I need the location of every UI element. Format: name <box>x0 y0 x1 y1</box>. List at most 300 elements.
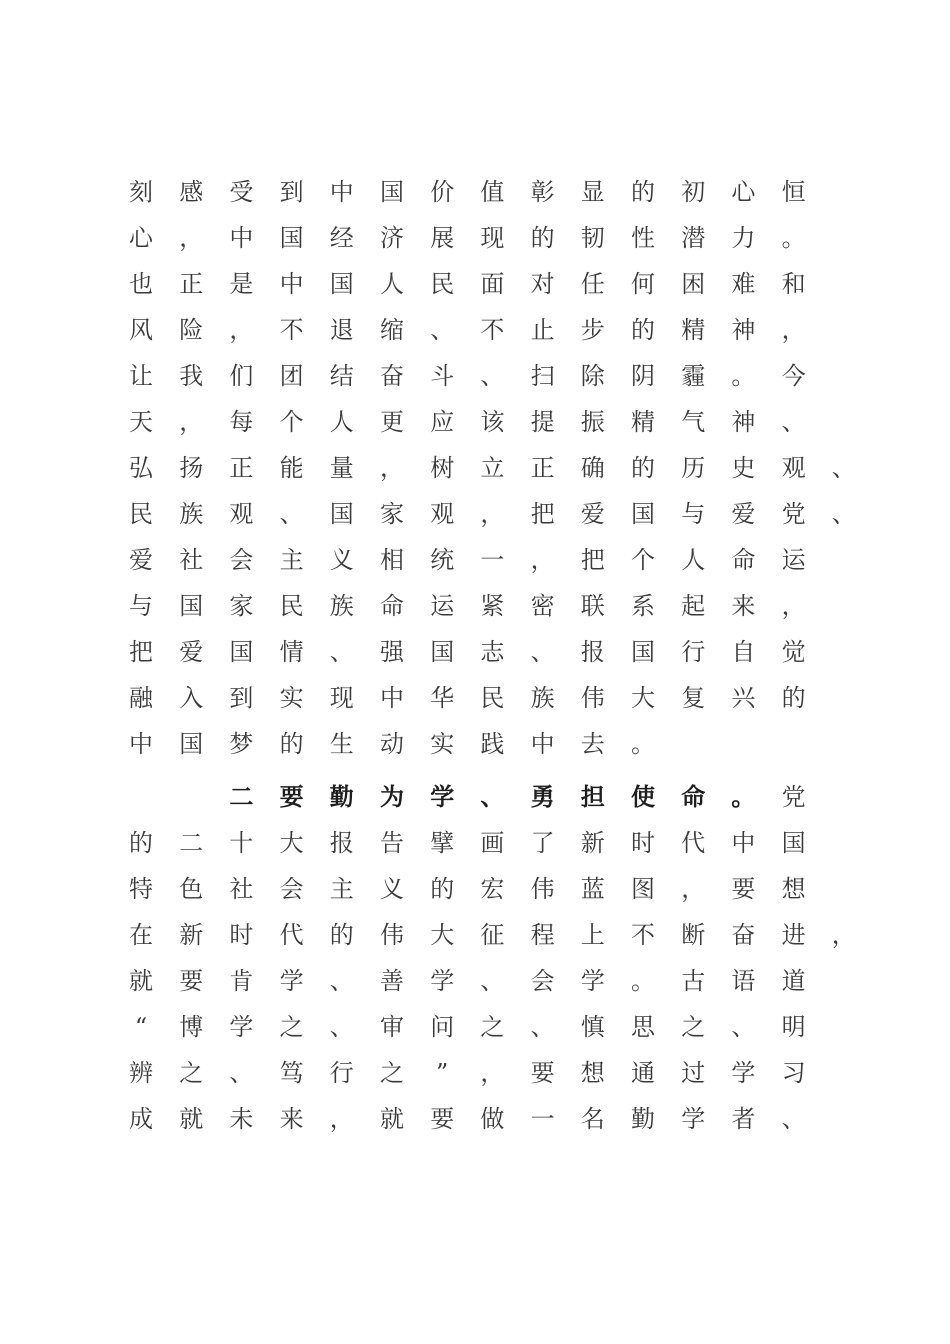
text-char: 为 <box>380 782 404 811</box>
text-char: ， <box>530 546 555 574</box>
text-char: 新 <box>580 829 605 857</box>
text-char: 运 <box>781 546 806 574</box>
text-char: 奋 <box>731 921 756 949</box>
text-char: 也 <box>129 270 153 298</box>
text-char: 扬 <box>179 454 204 482</box>
text-char: 博 <box>179 1013 204 1041</box>
text-char: ， <box>480 1059 505 1087</box>
text-char: 要 <box>430 1105 455 1133</box>
text-char: 、 <box>530 638 555 666</box>
text-char: 思 <box>631 1013 655 1041</box>
text-char: 在 <box>129 921 153 949</box>
text-char: 中 <box>731 829 756 857</box>
text-char: 把 <box>580 546 605 574</box>
text-char: 。 <box>631 967 655 995</box>
text-char: 时 <box>229 921 254 949</box>
text-char: 画 <box>480 829 505 857</box>
text-char: 色 <box>179 875 204 903</box>
text-char: 更 <box>380 408 404 436</box>
text-char: 社 <box>229 875 254 903</box>
text-char: 就 <box>179 1105 204 1133</box>
text-char: 命 <box>731 546 756 574</box>
text-char: 团 <box>279 362 304 390</box>
text-char: 个 <box>631 546 655 574</box>
text-char: 入 <box>179 684 204 712</box>
text-char: 不 <box>631 921 655 949</box>
paragraph-line-1 <box>0 724 950 764</box>
text-char: 道 <box>781 967 806 995</box>
text-char: 情 <box>279 638 304 666</box>
text-char: 行 <box>329 1059 354 1087</box>
text-char: 价 <box>430 178 455 206</box>
text-char: 。 <box>731 782 756 811</box>
text-char: 经 <box>329 224 354 252</box>
text-char: 初 <box>681 178 706 206</box>
text-char: 现 <box>480 224 505 252</box>
text-char: 者 <box>731 1105 756 1133</box>
text-char: 、 <box>480 967 505 995</box>
text-char: ， <box>781 592 806 620</box>
text-char: 义 <box>329 546 354 574</box>
paragraph-line-1 <box>0 494 950 534</box>
text-char: ， <box>480 500 505 528</box>
text-char: 们 <box>229 362 254 390</box>
text-char: 人 <box>329 408 354 436</box>
text-char: 党 <box>781 500 806 528</box>
text-char: 担 <box>580 782 605 811</box>
text-char: 伟 <box>380 921 404 949</box>
text-char: 要 <box>279 782 304 811</box>
text-char: 缩 <box>380 316 404 344</box>
text-char: 对 <box>530 270 555 298</box>
text-char: 国 <box>279 224 304 252</box>
text-char: ， <box>329 1105 354 1133</box>
text-char: 古 <box>681 967 706 995</box>
text-char: 不 <box>279 316 304 344</box>
text-char: 特 <box>129 875 153 903</box>
text-char: 系 <box>631 592 655 620</box>
text-char: 族 <box>329 592 354 620</box>
text-char: 联 <box>580 592 605 620</box>
text-char: 华 <box>430 684 455 712</box>
text-char: 明 <box>781 1013 806 1041</box>
text-char: 代 <box>279 921 304 949</box>
text-char: 现 <box>329 684 354 712</box>
text-char: 人 <box>380 270 404 298</box>
text-char: 不 <box>480 316 505 344</box>
text-char: 与 <box>681 500 706 528</box>
text-char: 民 <box>279 592 304 620</box>
text-char: 立 <box>480 454 505 482</box>
paragraph-line-1 <box>0 218 950 258</box>
text-char: 族 <box>530 684 555 712</box>
text-char: 习 <box>781 1059 806 1087</box>
text-char: “ <box>134 1013 148 1041</box>
text-char: 气 <box>681 408 706 436</box>
text-char: 代 <box>681 829 706 857</box>
text-char: 未 <box>229 1105 254 1133</box>
text-char: 一 <box>530 1105 555 1133</box>
text-char: 史 <box>731 454 756 482</box>
text-char: ， <box>781 316 806 344</box>
text-char: 、 <box>731 1013 756 1041</box>
text-char: 正 <box>530 454 555 482</box>
text-char: ， <box>681 875 706 903</box>
text-char: 到 <box>279 178 304 206</box>
text-char: 审 <box>380 1013 404 1041</box>
text-char: 中 <box>329 178 354 206</box>
text-char: 每 <box>229 408 254 436</box>
paragraph-line-1 <box>0 448 950 488</box>
text-char: 、 <box>480 782 505 811</box>
text-char: 大 <box>631 684 655 712</box>
text-char: 、 <box>430 316 455 344</box>
text-char: 上 <box>580 921 605 949</box>
text-char: 践 <box>480 730 505 758</box>
text-char: 神 <box>731 316 756 344</box>
text-char: 树 <box>430 454 455 482</box>
text-char: 二 <box>179 829 204 857</box>
text-char: 觉 <box>781 638 806 666</box>
text-char: 学 <box>580 967 605 995</box>
text-char: 要 <box>530 1059 555 1087</box>
text-char: 党 <box>781 783 806 811</box>
text-char: 告 <box>380 829 404 857</box>
text-char: 社 <box>179 546 204 574</box>
text-char: 中 <box>229 224 254 252</box>
text-char: 进 <box>781 921 806 949</box>
text-char: 、 <box>480 362 505 390</box>
text-char: 实 <box>279 684 304 712</box>
text-char: 国 <box>179 592 204 620</box>
text-char: 难 <box>731 270 756 298</box>
text-char: 肯 <box>229 967 254 995</box>
text-char: 图 <box>631 875 655 903</box>
text-char: ” <box>436 1059 449 1087</box>
text-char: 中 <box>129 730 153 758</box>
text-char: 值 <box>480 178 505 206</box>
text-char: 主 <box>279 546 304 574</box>
text-char: 步 <box>580 316 605 344</box>
text-char: 何 <box>631 270 655 298</box>
text-char: 奋 <box>380 362 404 390</box>
paragraph-line-1 <box>0 310 950 350</box>
text-char: 时 <box>631 829 655 857</box>
text-char: 学 <box>279 967 304 995</box>
text-char: 生 <box>329 730 354 758</box>
text-char: 会 <box>530 967 555 995</box>
text-char: 精 <box>631 408 655 436</box>
text-char: 的 <box>329 921 354 949</box>
text-char: 国 <box>329 270 354 298</box>
text-char: 家 <box>229 592 254 620</box>
text-char: 的 <box>631 178 655 206</box>
text-char: 会 <box>229 546 254 574</box>
text-char: 之 <box>380 1059 404 1087</box>
text-char: 大 <box>430 921 455 949</box>
text-char: 学 <box>430 967 455 995</box>
text-char: 善 <box>380 967 404 995</box>
text-char: 风 <box>129 316 153 344</box>
text-char: 之 <box>681 1013 706 1041</box>
text-char: 报 <box>580 638 605 666</box>
text-char: 辨 <box>129 1059 153 1087</box>
paragraph-line-2 <box>0 915 950 955</box>
text-char: 展 <box>430 224 455 252</box>
text-char: 宏 <box>480 875 505 903</box>
text-char: 十 <box>229 829 254 857</box>
text-char: 观 <box>229 500 254 528</box>
paragraph-line-1 <box>0 356 950 396</box>
text-char: 来 <box>279 1105 304 1133</box>
text-char: 。 <box>781 224 806 252</box>
text-char: 之 <box>179 1059 204 1087</box>
text-char: 让 <box>129 362 153 390</box>
text-char: 爱 <box>731 500 756 528</box>
text-char: 国 <box>229 638 254 666</box>
text-char: 恒 <box>781 178 806 206</box>
text-char: 。 <box>631 730 655 758</box>
text-char: 国 <box>430 638 455 666</box>
text-char: 学 <box>229 1013 254 1041</box>
text-char: 力 <box>731 224 756 252</box>
text-char: 的 <box>430 875 455 903</box>
text-char: 学 <box>430 782 455 811</box>
text-char: 受 <box>229 178 254 206</box>
text-char: 面 <box>480 270 505 298</box>
paragraph-line-2 <box>0 1053 950 1093</box>
text-char: 观 <box>781 454 806 482</box>
text-char: 名 <box>580 1105 605 1133</box>
paragraph-line-1 <box>0 540 950 580</box>
text-char: 的 <box>129 829 153 857</box>
text-char: 志 <box>480 638 505 666</box>
text-char: 问 <box>430 1013 455 1041</box>
text-char: 中 <box>530 730 555 758</box>
text-char: 报 <box>329 829 354 857</box>
text-char: 了 <box>530 829 555 857</box>
text-char: 勇 <box>530 782 555 811</box>
text-char: 刻 <box>129 178 153 206</box>
text-char: 爱 <box>129 546 153 574</box>
paragraph-line-2 <box>0 777 950 817</box>
text-char: 笃 <box>279 1059 304 1087</box>
text-char: 族 <box>179 500 204 528</box>
text-char: 是 <box>229 270 254 298</box>
text-char: 困 <box>681 270 706 298</box>
text-char: 国 <box>329 500 354 528</box>
text-char: 、 <box>781 1105 806 1133</box>
text-char: 使 <box>631 782 655 811</box>
text-char: 确 <box>580 454 605 482</box>
paragraph-line-1 <box>0 678 950 718</box>
text-char: 精 <box>681 316 706 344</box>
text-char: 家 <box>380 500 404 528</box>
text-char: 、 <box>329 638 354 666</box>
text-char: 结 <box>329 362 354 390</box>
text-char: 把 <box>129 638 153 666</box>
text-char: 强 <box>380 638 404 666</box>
text-char: 二 <box>229 782 254 811</box>
text-char: 成 <box>129 1105 153 1133</box>
text-char: 止 <box>530 316 555 344</box>
text-char: 国 <box>380 178 404 206</box>
text-char: 观 <box>430 500 455 528</box>
text-char: 伟 <box>580 684 605 712</box>
text-char: 新 <box>179 921 204 949</box>
text-char: 、 <box>279 500 304 528</box>
text-char: 就 <box>380 1105 404 1133</box>
text-char: 学 <box>681 1105 706 1133</box>
text-char: 人 <box>681 546 706 574</box>
text-char: 会 <box>279 875 304 903</box>
text-char: 国 <box>179 730 204 758</box>
text-char: 的 <box>781 684 806 712</box>
text-char: 主 <box>329 875 354 903</box>
text-char: 义 <box>380 875 404 903</box>
text-char: 要 <box>179 967 204 995</box>
text-char: 勤 <box>329 782 354 811</box>
text-char: ， <box>380 454 404 482</box>
text-char: 想 <box>580 1059 605 1087</box>
text-char: 济 <box>380 224 404 252</box>
text-char: 慎 <box>580 1013 605 1041</box>
text-char: 之 <box>480 1013 505 1041</box>
text-char: 自 <box>731 638 756 666</box>
text-char: 振 <box>580 408 605 436</box>
text-char: 复 <box>681 684 706 712</box>
text-char: 征 <box>480 921 505 949</box>
text-char: 民 <box>129 500 153 528</box>
text-char: 动 <box>380 730 404 758</box>
text-char: 到 <box>229 684 254 712</box>
text-char: 、 <box>229 1059 254 1087</box>
paragraph-line-2 <box>0 961 950 1001</box>
text-char: 蓝 <box>580 875 605 903</box>
text-char: 实 <box>430 730 455 758</box>
paragraph-line-2 <box>0 823 950 863</box>
text-char: 想 <box>781 875 806 903</box>
text-char: 历 <box>681 454 706 482</box>
text-char: 韧 <box>580 224 605 252</box>
text-char: 伟 <box>530 875 555 903</box>
text-char: 做 <box>480 1105 505 1133</box>
text-char: 行 <box>681 638 706 666</box>
text-char: ， <box>179 408 204 436</box>
text-char: 扫 <box>530 362 555 390</box>
text-char: 正 <box>179 270 204 298</box>
text-char: 弘 <box>129 454 153 482</box>
text-char: 断 <box>681 921 706 949</box>
text-char: 、 <box>530 1013 555 1041</box>
text-char: 过 <box>681 1059 706 1087</box>
text-char: 任 <box>580 270 605 298</box>
text-char: 的 <box>631 316 655 344</box>
text-char: 与 <box>129 592 153 620</box>
text-char: 斗 <box>430 362 455 390</box>
text-char: 民 <box>430 270 455 298</box>
text-char: 就 <box>129 967 153 995</box>
text-char: 心 <box>129 224 153 252</box>
text-char: 大 <box>279 829 304 857</box>
text-char: 潜 <box>681 224 706 252</box>
paragraph-line-1 <box>0 632 950 672</box>
paragraph-line-2 <box>0 869 950 909</box>
text-char: 的 <box>631 454 655 482</box>
text-char: 彰 <box>530 178 555 206</box>
text-char: 今 <box>781 362 806 390</box>
text-char: 心 <box>731 178 756 206</box>
text-char: 感 <box>179 178 204 206</box>
text-char: 国 <box>631 500 655 528</box>
text-char: 民 <box>480 684 505 712</box>
text-char: 、 <box>329 1013 354 1041</box>
text-char: 爱 <box>179 638 204 666</box>
text-char: 去 <box>580 730 605 758</box>
text-char: 能 <box>279 454 304 482</box>
text-char: 除 <box>580 362 605 390</box>
text-char: 来 <box>731 592 756 620</box>
text-char: 我 <box>179 362 204 390</box>
text-char: 、 <box>329 967 354 995</box>
text-char: 阴 <box>631 362 655 390</box>
text-char: 显 <box>580 178 605 206</box>
text-char: 密 <box>530 592 555 620</box>
text-char: 正 <box>229 454 254 482</box>
text-char: 爱 <box>580 500 605 528</box>
text-char: 运 <box>430 592 455 620</box>
text-char: 统 <box>430 546 455 574</box>
text-char: 中 <box>279 270 304 298</box>
paragraph-line-1 <box>0 402 950 442</box>
text-char: ， <box>179 224 204 252</box>
text-char: 、 <box>831 454 856 482</box>
text-char: 起 <box>681 592 706 620</box>
text-char: 学 <box>731 1059 756 1087</box>
text-char: 把 <box>530 500 555 528</box>
text-char: 一 <box>480 546 505 574</box>
paragraph-line-1 <box>0 264 950 304</box>
text-char: 性 <box>631 224 655 252</box>
text-char: 梦 <box>229 730 254 758</box>
text-char: 语 <box>731 967 756 995</box>
text-char: 国 <box>631 638 655 666</box>
text-char: 该 <box>480 408 505 436</box>
text-char: 险 <box>179 316 204 344</box>
text-char: 量 <box>329 454 354 482</box>
text-char: 中 <box>380 684 404 712</box>
text-char: 退 <box>329 316 354 344</box>
text-char: 个 <box>279 408 304 436</box>
paragraph-line-2 <box>0 1007 950 1047</box>
text-char: 国 <box>781 829 806 857</box>
text-char: 和 <box>781 270 806 298</box>
text-char: 通 <box>631 1059 655 1087</box>
text-char: 的 <box>279 730 304 758</box>
text-char: 紧 <box>480 592 505 620</box>
text-char: 神 <box>731 408 756 436</box>
text-char: 融 <box>129 684 153 712</box>
text-char: 应 <box>430 408 455 436</box>
text-char: ， <box>229 316 254 344</box>
text-char: 兴 <box>731 684 756 712</box>
text-char: 的 <box>530 224 555 252</box>
text-char: 、 <box>781 408 806 436</box>
text-char: 提 <box>530 408 555 436</box>
text-char: 天 <box>129 408 153 436</box>
text-char: 霾 <box>681 362 706 390</box>
text-char: 擘 <box>430 829 455 857</box>
